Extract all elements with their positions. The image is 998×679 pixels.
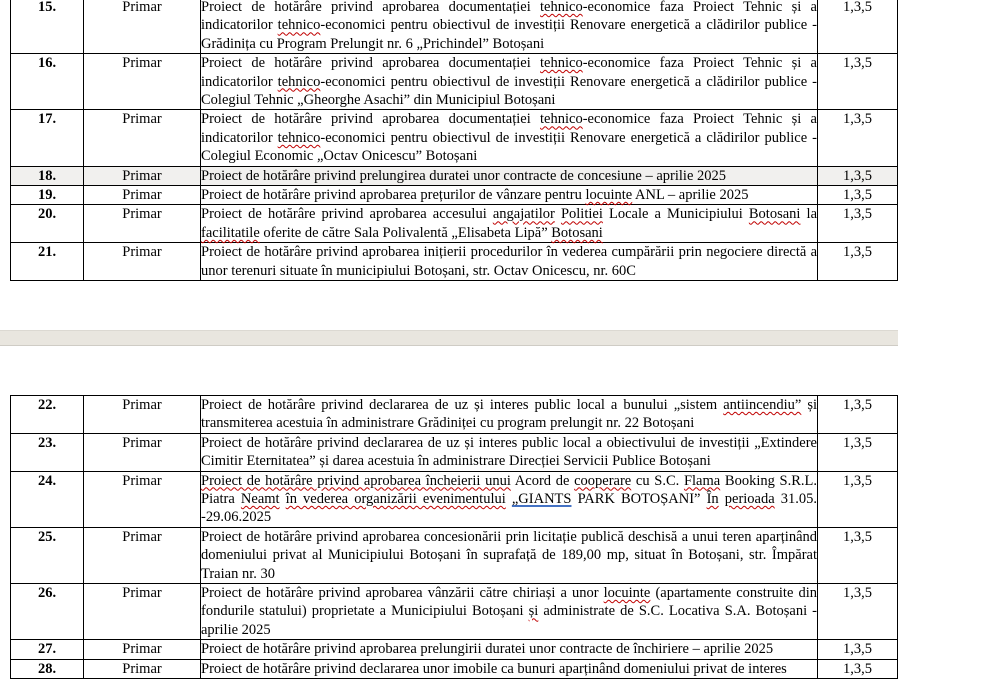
- text-segment: Proiect de hotărâre privind aprobarea concesionării prin licitație publică deschisă a unui teren aparținând domeniului privat al Municipiului Botoșani în suprafață de 189,00 mp, situat în Botoșani, str. Împărat Traian nr. 30: [201, 528, 817, 582]
- row-commissions: 1,3,5: [818, 205, 898, 243]
- spellcheck-marked-text: locuinte: [603, 585, 651, 602]
- row-description: [201, 166, 818, 185]
- page-gap: [0, 330, 898, 346]
- text-segment: Proiect de hotărâre privind aprobarea documentației: [201, 111, 541, 128]
- text-segment: ANL – aprilie 2025: [632, 187, 749, 204]
- row-initiator: Primar: [84, 396, 201, 434]
- table-row: [11, 396, 898, 434]
- spellcheck-marked-text: Flama: [683, 472, 721, 489]
- spellcheck-marked-text: tehnico: [540, 55, 583, 72]
- row-commissions: 1,3,5: [818, 659, 898, 678]
- spellcheck-marked-text: angajatilor: [492, 206, 555, 223]
- row-number: 21.: [11, 243, 84, 281]
- text-segment: administrate de S.C. Locativa S.A. Botoșani - aprilie 2025: [201, 603, 817, 638]
- spellcheck-marked-text: Proiect de hotărâre privind aprobarea încheierii unui: [201, 472, 511, 489]
- table-row: [11, 640, 898, 659]
- agenda-table-page-2-wrap: [10, 395, 898, 679]
- text-segment: Proiect de hotărâre privind aprobarea documentației: [201, 0, 541, 15]
- row-initiator: Primar: [84, 166, 201, 185]
- row-number: 23.: [11, 433, 84, 471]
- text-segment: la: [800, 206, 818, 223]
- row-initiator: Primar: [84, 471, 201, 527]
- agenda-table-page-1-wrap: [10, 0, 898, 281]
- spellcheck-marked-text: Botosani: [748, 206, 801, 223]
- row-initiator: Primar: [84, 0, 201, 54]
- text-segment: (apartamente construite din fondurile statului) proprietate a Municipiului Botoșani: [201, 585, 817, 620]
- spellcheck-marked-text: și: [528, 603, 539, 620]
- spellcheck-marked-text: Neamt: [240, 491, 280, 508]
- spellcheck-marked-text: În: [706, 491, 719, 508]
- text-segment: -economici pentru obiectivul de investiții Renovare energetică a clădirilor publice - Colegiul Tehnic „Gheorghe Asachi” din Municipiul Botoșani: [201, 73, 817, 109]
- text-segment: 31.05. -29.06.2025: [201, 491, 818, 526]
- table-row: [11, 186, 898, 205]
- table-row: [11, 433, 898, 471]
- spellcheck-marked-text: Botosani: [551, 224, 603, 241]
- row-description: [201, 0, 818, 54]
- text-segment: Proiect de hotărâre privind aprobarea vânzării către chiriași a unor: [201, 585, 604, 602]
- row-description: [201, 527, 818, 583]
- row-description: [201, 110, 818, 166]
- row-commissions: 1,3,5: [818, 243, 898, 281]
- spellcheck-marked-text: antiincendiu”: [723, 397, 802, 413]
- text-segment: și transmiterea acestuia în administrare Grădiniței cu program prelungit nr. 22 Botoșani: [201, 397, 817, 432]
- row-initiator: Primar: [84, 110, 201, 166]
- table-row: [11, 110, 898, 166]
- spellcheck-marked-text: locuinte: [585, 187, 633, 204]
- spellcheck-marked-text: în vederea organizării evenimentului: [285, 491, 506, 508]
- row-description: [201, 659, 818, 678]
- row-number: 17.: [11, 110, 84, 166]
- row-description: [201, 186, 818, 205]
- row-number: 20.: [11, 205, 84, 243]
- spellcheck-marked-text: tehnico: [277, 73, 321, 90]
- text-segment: -economici pentru obiectivul de investiții Renovare energetică a clădirilor publice - Grădinița cu Program Prelungit nr. 6 „Prichindel” Botoșani: [201, 17, 817, 52]
- row-commissions: 1,3,5: [818, 527, 898, 583]
- text-segment: Proiect de hotărâre privind aprobarea prelungirii duratei unor contracte de închiriere – aprilie 2025: [201, 641, 774, 658]
- spellcheck-marked-text: tehnico: [540, 0, 583, 15]
- text-segment: Proiect de hotărâre privind declararea de uz și interes public local a bunului „sistem: [201, 397, 724, 413]
- row-description: [201, 640, 818, 659]
- row-description: [201, 54, 818, 110]
- row-initiator: Primar: [84, 243, 201, 281]
- row-initiator: Primar: [84, 205, 201, 243]
- row-initiator: Primar: [84, 584, 201, 640]
- spellcheck-marked-text: „GIANTS: [511, 491, 572, 508]
- table-row: [11, 527, 898, 583]
- text-segment: Proiect de hotărâre privind aprobarea documentației: [201, 55, 541, 72]
- text-segment: cu S.C.: [631, 472, 684, 489]
- row-description: [201, 205, 818, 243]
- row-commissions: 1,3,5: [818, 0, 898, 54]
- spellcheck-marked-text: tehnico: [277, 129, 321, 146]
- text-segment: Booking S.R.L. Piatra: [201, 472, 818, 508]
- spellcheck-marked-text: Politiei: [560, 206, 603, 223]
- row-initiator: Primar: [84, 433, 201, 471]
- row-number: 22.: [11, 396, 84, 434]
- row-number: 19.: [11, 186, 84, 205]
- row-initiator: Primar: [84, 54, 201, 110]
- row-commissions: 1,3,5: [818, 471, 898, 527]
- row-number: 24.: [11, 471, 84, 527]
- text-segment: Proiect de hotărâre privind prelungirea duratei unor contracte de concesiune – aprilie 2025: [201, 167, 727, 184]
- table-row: [11, 54, 898, 110]
- text-segment: Proiect de hotărâre privind aprobarea accesului: [201, 206, 493, 223]
- text-segment: Proiect de hotărâre privind declararea de uz și interes public local a obiectivului de investiții „Extindere Cimitir Eternitatea” și darea acestuia în administrare Direcției Servicii Publice Botoșani: [201, 434, 817, 470]
- row-description: [201, 433, 818, 471]
- text-segment: Acord de: [510, 472, 575, 489]
- row-initiator: Primar: [84, 659, 201, 678]
- row-initiator: Primar: [84, 640, 201, 659]
- row-initiator: Primar: [84, 186, 201, 205]
- text-segment: Proiect de hotărâre privind aprobarea prețurilor de vânzare pentru: [201, 187, 586, 204]
- row-commissions: 1,3,5: [818, 433, 898, 471]
- row-commissions: 1,3,5: [818, 640, 898, 659]
- row-initiator: Primar: [84, 527, 201, 583]
- agenda-table-page-1: [10, 0, 898, 281]
- table-row: [11, 0, 898, 54]
- row-number: 15.: [11, 0, 84, 54]
- table-row: [11, 659, 898, 678]
- row-commissions: 1,3,5: [818, 166, 898, 185]
- row-description: [201, 396, 818, 434]
- text-segment: -economice faza Proiect Tehnic și a indicatorilor: [201, 55, 817, 90]
- table-row: [11, 243, 898, 281]
- row-description: [201, 584, 818, 640]
- agenda-table-page-2: [10, 395, 898, 679]
- table-row: [11, 584, 898, 640]
- row-number: 25.: [11, 527, 84, 583]
- text-segment: PARK BOTOȘANI”: [571, 491, 707, 508]
- text-segment: Locale a Municipiului: [602, 206, 749, 223]
- row-commissions: 1,3,5: [818, 396, 898, 434]
- row-description: [201, 243, 818, 281]
- row-commissions: 1,3,5: [818, 584, 898, 640]
- text-segment: -economici pentru obiectivul de investiții Renovare energetică a clădirilor publice - Colegiul Economic „Octav Onicescu” Botoșani: [201, 129, 817, 165]
- spellcheck-marked-text: facilitatile: [201, 224, 260, 241]
- row-number: 26.: [11, 584, 84, 640]
- row-commissions: 1,3,5: [818, 186, 898, 205]
- row-number: 28.: [11, 659, 84, 678]
- text-segment: -economice faza Proiect Tehnic și a indicatorilor: [201, 0, 817, 34]
- text-segment: Proiect de hotărâre privind aprobarea inițierii procedurilor în vederea cumpărării prin negociere directă a unor terenuri situate în municipiului Botoșani, str. Octav Onicescu, nr. 60C: [201, 244, 817, 279]
- spellcheck-marked-text: tehnico: [277, 17, 321, 34]
- spellcheck-marked-text: tehnico: [540, 111, 583, 128]
- table-row: [11, 205, 898, 243]
- text-segment: -economice faza Proiect Tehnic și a indicatorilor: [201, 111, 817, 146]
- row-description: [201, 471, 818, 527]
- row-commissions: 1,3,5: [818, 110, 898, 166]
- table-row: [11, 166, 898, 185]
- table-row: [11, 471, 898, 527]
- row-number: 16.: [11, 54, 84, 110]
- spellcheck-marked-text: cooperare: [574, 472, 632, 489]
- row-number: 27.: [11, 640, 84, 659]
- text-segment: Proiect de hotărâre privind declararea unor imobile ca bunuri aparținând domeniului privat de interes: [201, 660, 787, 677]
- text-segment: oferite de către Sala Polivalentă „Elisabeta Lipă”: [259, 224, 552, 241]
- spellcheck-marked-text: perioada: [724, 491, 775, 508]
- row-commissions: 1,3,5: [818, 54, 898, 110]
- row-number: 18.: [11, 166, 84, 185]
